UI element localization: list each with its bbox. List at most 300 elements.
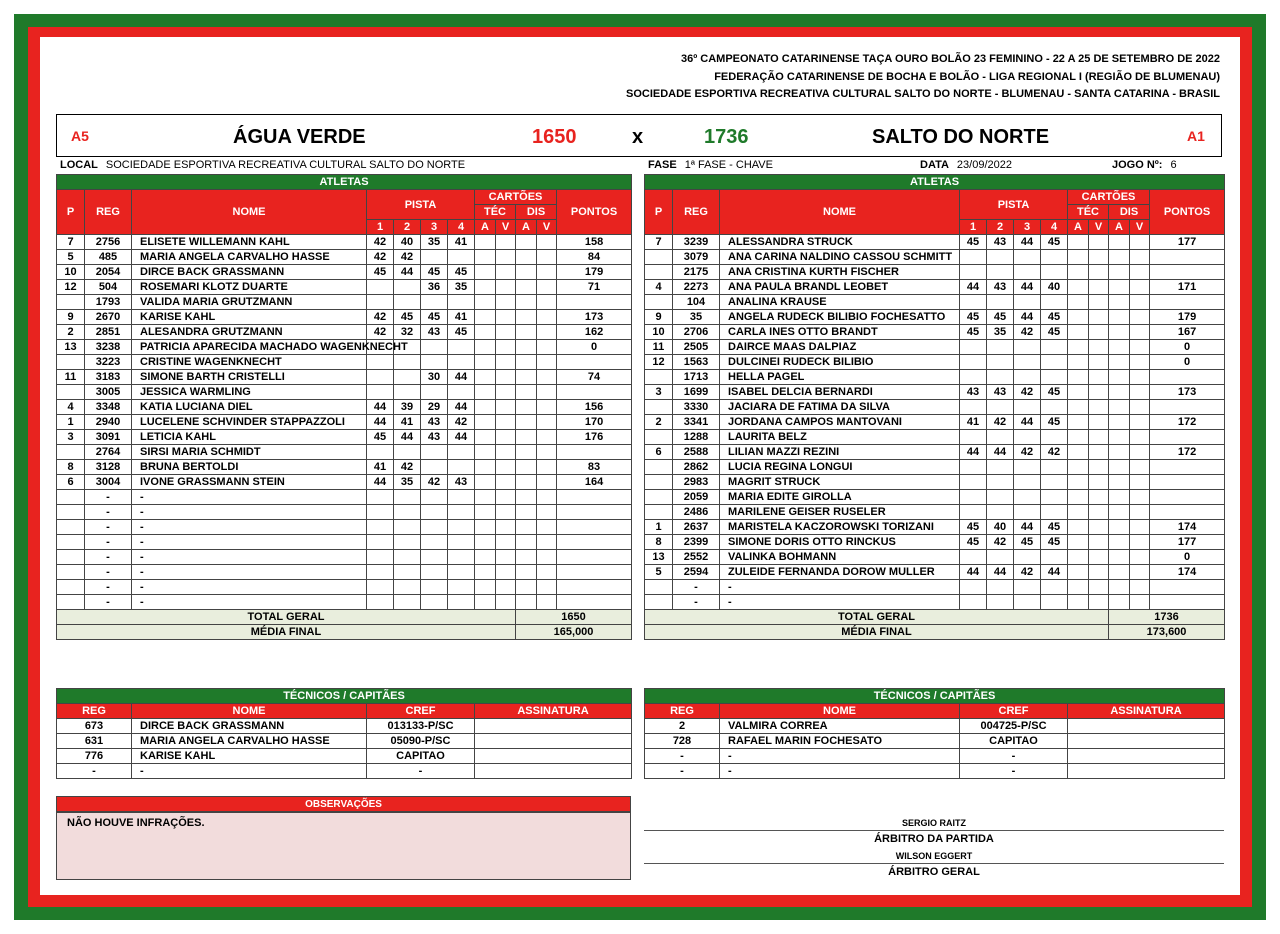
athlete-reg: 2059: [673, 490, 720, 505]
athlete-points: [557, 295, 632, 310]
card-cell: [496, 235, 516, 250]
athlete-position: [57, 550, 85, 565]
lane-1-score: [367, 565, 394, 580]
lane-1-score: 45: [367, 430, 394, 445]
lane-3-score: 44: [1014, 235, 1041, 250]
lane-4-score: [1041, 295, 1068, 310]
athlete-name: VALINKA BOHMANN: [720, 550, 960, 565]
athletes-header: ATLETAS: [57, 175, 632, 190]
athlete-points: 0: [1150, 340, 1225, 355]
card-cell: [1089, 340, 1109, 355]
lane-2-score: [987, 370, 1014, 385]
lane-1: 1: [367, 220, 394, 235]
card-cell: [516, 430, 537, 445]
card-cell: [496, 250, 516, 265]
athlete-points: [557, 580, 632, 595]
athlete-row: [645, 490, 1225, 505]
athlete-name: -: [132, 535, 367, 550]
card-cell: [537, 520, 557, 535]
lane-3-score: [421, 580, 448, 595]
athlete-reg: 2940: [85, 415, 132, 430]
athlete-points: 177: [1150, 535, 1225, 550]
athlete-name: ISABEL DELCIA BERNARDI: [720, 385, 960, 400]
athlete-reg: 2588: [673, 445, 720, 460]
col-reg: REG: [85, 190, 132, 235]
card-cell: [1089, 295, 1109, 310]
athlete-row: [645, 370, 1225, 385]
athlete-row: [645, 460, 1225, 475]
card-cell: [496, 415, 516, 430]
col-reg: REG: [57, 704, 132, 719]
card-cell: [1109, 565, 1130, 580]
card-cell: [516, 310, 537, 325]
lane-1-score: 44: [960, 565, 987, 580]
fase-info: FASE 1ª FASE - CHAVE: [648, 159, 773, 171]
card-cell: [1130, 370, 1150, 385]
card-cell: [1109, 295, 1130, 310]
coach-row: [645, 764, 1225, 779]
lane-1-score: 45: [367, 265, 394, 280]
lane-2-score: 42: [394, 460, 421, 475]
card-cell: [496, 385, 516, 400]
card-cell: [537, 310, 557, 325]
lane-2-score: 42: [987, 415, 1014, 430]
card-cell: [1109, 265, 1130, 280]
coach-reg: 728: [645, 734, 720, 749]
lane-1-score: [367, 535, 394, 550]
lane-1-score: 42: [367, 235, 394, 250]
lane-4-score: 45: [1041, 415, 1068, 430]
card-cell: [1130, 580, 1150, 595]
card-cell: [496, 460, 516, 475]
card-cell: [1068, 520, 1089, 535]
card-cell: [475, 355, 496, 370]
card-cell: [516, 550, 537, 565]
lane-3-score: 44: [1014, 415, 1041, 430]
athlete-reg: 104: [673, 295, 720, 310]
athlete-row: [57, 580, 632, 595]
athlete-row: [57, 595, 632, 610]
lane-2-score: [394, 490, 421, 505]
lane-3-score: [1014, 250, 1041, 265]
championship-title: 36º CAMPEONATO CATARINENSE TAÇA OURO BOLÃO 23 FEMININO - 22 A 25 DE SETEMBRO DE 2022: [680, 53, 1220, 65]
lane-1-score: 44: [367, 475, 394, 490]
athlete-position: [57, 295, 85, 310]
card-cell: [1130, 280, 1150, 295]
card-cell: [537, 460, 557, 475]
athlete-position: 13: [57, 340, 85, 355]
card-cell: [1089, 475, 1109, 490]
col-cref: CREF: [367, 704, 475, 719]
lane-1-score: 41: [960, 415, 987, 430]
athlete-row: [645, 520, 1225, 535]
general-referee-title: ÁRBITRO GERAL: [888, 866, 980, 878]
athlete-row: [645, 430, 1225, 445]
lane-1: 1: [960, 220, 987, 235]
card-cell: [475, 595, 496, 610]
card-cell: [1130, 445, 1150, 460]
lane-3-score: [421, 505, 448, 520]
lane-4-score: 45: [1041, 520, 1068, 535]
coach-cref: -: [960, 764, 1068, 779]
card-cell: [516, 490, 537, 505]
athlete-row: [645, 325, 1225, 340]
col-tec: TÉC: [1068, 205, 1109, 220]
lane-3-score: 43: [421, 415, 448, 430]
coach-row: [57, 734, 632, 749]
athlete-name: -: [132, 565, 367, 580]
card-cell: [475, 460, 496, 475]
card-cell: [516, 370, 537, 385]
card-cell: [496, 400, 516, 415]
athlete-reg: 2594: [673, 565, 720, 580]
lane-3-score: 29: [421, 400, 448, 415]
lane-2-score: [987, 355, 1014, 370]
athlete-reg: 2637: [673, 520, 720, 535]
lane-2-score: [394, 295, 421, 310]
card-cell: [1089, 490, 1109, 505]
lane-2-score: [394, 580, 421, 595]
lane-4-score: 42: [1041, 445, 1068, 460]
col-reg: REG: [673, 190, 720, 235]
athlete-row: [57, 430, 632, 445]
coach-reg: 631: [57, 734, 132, 749]
match-referee-title: ÁRBITRO DA PARTIDA: [874, 833, 994, 845]
athlete-points: 176: [557, 430, 632, 445]
athlete-reg: 3128: [85, 460, 132, 475]
athlete-reg: 2552: [673, 550, 720, 565]
athlete-position: 12: [645, 355, 673, 370]
athlete-name: LAURITA BELZ: [720, 430, 960, 445]
card-cell: [537, 490, 557, 505]
card-cell: [475, 580, 496, 595]
athlete-reg: 3348: [85, 400, 132, 415]
card-cell: [516, 460, 537, 475]
card-cell: [1109, 490, 1130, 505]
col-nome: NOME: [132, 704, 367, 719]
card-a: A: [516, 220, 537, 235]
card-cell: [475, 295, 496, 310]
athlete-points: [557, 445, 632, 460]
card-cell: [516, 595, 537, 610]
card-cell: [1109, 235, 1130, 250]
coach-reg: -: [645, 764, 720, 779]
coach-reg: 673: [57, 719, 132, 734]
athlete-reg: -: [673, 595, 720, 610]
total-geral-value: 1650: [516, 610, 632, 625]
card-a: A: [475, 220, 496, 235]
card-cell: [1130, 250, 1150, 265]
card-cell: [1109, 415, 1130, 430]
coach-name: RAFAEL MARIN FOCHESATO: [720, 734, 960, 749]
lane-3-score: 44: [1014, 280, 1041, 295]
lane-1-score: [960, 295, 987, 310]
athlete-reg: 2486: [673, 505, 720, 520]
athlete-name: KATIA LUCIANA DIEL: [132, 400, 367, 415]
athlete-name: ROSEMARI KLOTZ DUARTE: [132, 280, 367, 295]
lane-3-score: 42: [1014, 445, 1041, 460]
right-team-code: A1: [1187, 128, 1205, 144]
athlete-position: [57, 565, 85, 580]
card-cell: [1089, 400, 1109, 415]
athlete-position: [645, 460, 673, 475]
athlete-points: [1150, 370, 1225, 385]
lane-4-score: [1041, 355, 1068, 370]
lane-2-score: 40: [394, 235, 421, 250]
card-cell: [537, 565, 557, 580]
athlete-row: [645, 310, 1225, 325]
athlete-reg: 2764: [85, 445, 132, 460]
card-cell: [496, 310, 516, 325]
athlete-position: [57, 520, 85, 535]
lane-3-score: [1014, 400, 1041, 415]
lane-4-score: 40: [1041, 280, 1068, 295]
athlete-points: [1150, 295, 1225, 310]
lane-1-score: [367, 550, 394, 565]
lane-3-score: [421, 250, 448, 265]
lane-4-score: [1041, 595, 1068, 610]
athlete-points: [1150, 430, 1225, 445]
athlete-reg: 1563: [673, 355, 720, 370]
card-cell: [1089, 460, 1109, 475]
athlete-name: ANA CARINA NALDINO CASSOU SCHMITT: [720, 250, 960, 265]
coaches-header: TÉCNICOS / CAPITÃES: [645, 689, 1225, 704]
lane-4-score: 44: [448, 370, 475, 385]
athletes-header: ATLETAS: [645, 175, 1225, 190]
card-cell: [496, 445, 516, 460]
athlete-name: -: [132, 490, 367, 505]
lane-4-score: [1041, 460, 1068, 475]
lane-4-score: [1041, 475, 1068, 490]
signature-line: [644, 830, 1224, 831]
card-cell: [1089, 415, 1109, 430]
lane-3-score: [1014, 550, 1041, 565]
athlete-name: PATRICIA APARECIDA MACHADO WAGENKNECHT: [132, 340, 367, 355]
lane-2-score: [987, 340, 1014, 355]
card-cell: [496, 430, 516, 445]
athlete-row: [57, 310, 632, 325]
col-pista: PISTA: [367, 190, 475, 220]
athlete-name: ELISETE WILLEMANN KAHL: [132, 235, 367, 250]
card-cell: [1068, 580, 1089, 595]
lane-1-score: 45: [960, 325, 987, 340]
lane-1-score: [367, 280, 394, 295]
coach-cref: -: [367, 764, 475, 779]
card-cell: [1130, 430, 1150, 445]
lane-1-score: [367, 445, 394, 460]
card-cell: [475, 385, 496, 400]
media-final-label: MÉDIA FINAL: [645, 625, 1109, 640]
card-cell: [537, 415, 557, 430]
athlete-name: -: [720, 595, 960, 610]
card-cell: [537, 280, 557, 295]
athlete-points: 170: [557, 415, 632, 430]
lane-3: 3: [421, 220, 448, 235]
lane-2-score: [987, 595, 1014, 610]
lane-3-score: [421, 340, 448, 355]
card-cell: [1068, 565, 1089, 580]
card-cell: [1109, 355, 1130, 370]
lane-2-score: [394, 565, 421, 580]
card-cell: [516, 400, 537, 415]
game-number-info: JOGO Nº: 6: [1112, 159, 1177, 171]
athlete-position: 13: [645, 550, 673, 565]
card-cell: [475, 235, 496, 250]
lane-4: 4: [448, 220, 475, 235]
athlete-position: 11: [645, 340, 673, 355]
card-cell: [1109, 385, 1130, 400]
card-cell: [1109, 430, 1130, 445]
athlete-position: 2: [57, 325, 85, 340]
card-cell: [1068, 295, 1089, 310]
coach-name: -: [132, 764, 367, 779]
card-cell: [516, 385, 537, 400]
athlete-name: MARISTELA KACZOROWSKI TORIZANI: [720, 520, 960, 535]
card-cell: [496, 595, 516, 610]
col-nome: NOME: [720, 704, 960, 719]
athlete-row: [57, 280, 632, 295]
card-cell: [1068, 475, 1089, 490]
lane-4-score: [448, 490, 475, 505]
athlete-position: [57, 355, 85, 370]
lane-2-score: 43: [987, 385, 1014, 400]
lane-2-score: 42: [987, 535, 1014, 550]
lane-1-score: [960, 475, 987, 490]
athlete-name: LETICIA KAHL: [132, 430, 367, 445]
athlete-name: SIMONE DORIS OTTO RINCKUS: [720, 535, 960, 550]
lane-4-score: [448, 295, 475, 310]
lane-4-score: 41: [448, 235, 475, 250]
athlete-row: [645, 415, 1225, 430]
lane-3-score: [421, 520, 448, 535]
lane-2: 2: [987, 220, 1014, 235]
lane-2-score: 43: [987, 280, 1014, 295]
card-cell: [1109, 475, 1130, 490]
lane-2-score: [394, 535, 421, 550]
coach-row: [645, 719, 1225, 734]
lane-2-score: 44: [394, 430, 421, 445]
card-cell: [516, 325, 537, 340]
card-cell: [516, 340, 537, 355]
card-cell: [516, 265, 537, 280]
athlete-position: [645, 475, 673, 490]
media-final-value: 173,600: [1109, 625, 1225, 640]
lane-2-score: [987, 580, 1014, 595]
card-cell: [1109, 445, 1130, 460]
lane-1-score: 45: [960, 535, 987, 550]
athlete-name: HELLA PAGEL: [720, 370, 960, 385]
card-cell: [475, 280, 496, 295]
lane-2-score: [394, 280, 421, 295]
card-cell: [1130, 355, 1150, 370]
athlete-points: 74: [557, 370, 632, 385]
coach-signature: [475, 734, 632, 749]
athlete-position: [645, 295, 673, 310]
col-dis: DIS: [1109, 205, 1150, 220]
card-cell: [1089, 385, 1109, 400]
card-cell: [1089, 265, 1109, 280]
lane-2-score: [394, 595, 421, 610]
card-cell: [475, 550, 496, 565]
card-cell: [1089, 355, 1109, 370]
card-cell: [1130, 235, 1150, 250]
left-athletes-table: [56, 174, 632, 640]
card-cell: [516, 280, 537, 295]
card-cell: [1068, 415, 1089, 430]
card-cell: [1109, 520, 1130, 535]
athlete-position: [645, 400, 673, 415]
athlete-position: [57, 595, 85, 610]
lane-2-score: [987, 265, 1014, 280]
lane-4-score: [1041, 250, 1068, 265]
card-cell: [1068, 490, 1089, 505]
lane-3-score: [1014, 595, 1041, 610]
card-cell: [537, 595, 557, 610]
card-v: V: [537, 220, 557, 235]
athlete-position: 7: [645, 235, 673, 250]
lane-2-score: [987, 430, 1014, 445]
coach-signature: [475, 749, 632, 764]
athlete-position: 1: [645, 520, 673, 535]
lane-2-score: 41: [394, 415, 421, 430]
lane-4-score: 45: [1041, 325, 1068, 340]
athlete-reg: 3238: [85, 340, 132, 355]
lane-1-score: 44: [367, 415, 394, 430]
card-cell: [537, 355, 557, 370]
athlete-row: [57, 265, 632, 280]
lane-1-score: [960, 595, 987, 610]
athlete-row: [57, 370, 632, 385]
athlete-name: MAGRIT STRUCK: [720, 475, 960, 490]
card-cell: [1068, 505, 1089, 520]
observations-header: OBSERVAÇÕES: [56, 796, 631, 812]
athlete-row: [57, 415, 632, 430]
card-a: A: [1068, 220, 1089, 235]
athlete-position: 10: [645, 325, 673, 340]
card-cell: [537, 295, 557, 310]
federation-title: FEDERAÇÃO CATARINENSE DE BOCHA E BOLÃO - LIGA REGIONAL I (REGIÃO DE BLUMENAU): [714, 71, 1220, 83]
lane-2-score: [987, 505, 1014, 520]
lane-3-score: [421, 295, 448, 310]
athlete-points: [557, 505, 632, 520]
lane-3-score: [1014, 430, 1041, 445]
lane-4-score: [448, 355, 475, 370]
card-cell: [1130, 550, 1150, 565]
lane-4: 4: [1041, 220, 1068, 235]
athlete-row: [57, 385, 632, 400]
lane-3-score: 42: [1014, 565, 1041, 580]
athlete-name: -: [720, 580, 960, 595]
lane-4-score: 45: [448, 325, 475, 340]
athlete-position: [645, 490, 673, 505]
athlete-position: [645, 595, 673, 610]
lane-4-score: [1041, 430, 1068, 445]
card-cell: [475, 565, 496, 580]
athlete-name: JORDANA CAMPOS MANTOVANI: [720, 415, 960, 430]
lane-4-score: [1041, 505, 1068, 520]
lane-3-score: 36: [421, 280, 448, 295]
col-cref: CREF: [960, 704, 1068, 719]
card-cell: [496, 580, 516, 595]
lane-3-score: [1014, 580, 1041, 595]
athlete-name: -: [132, 595, 367, 610]
athlete-points: 0: [557, 340, 632, 355]
athlete-row: [645, 265, 1225, 280]
coach-name: DIRCE BACK GRASSMANN: [132, 719, 367, 734]
lane-4-score: [448, 250, 475, 265]
lane-4-score: 45: [1041, 385, 1068, 400]
lane-3-score: [1014, 460, 1041, 475]
